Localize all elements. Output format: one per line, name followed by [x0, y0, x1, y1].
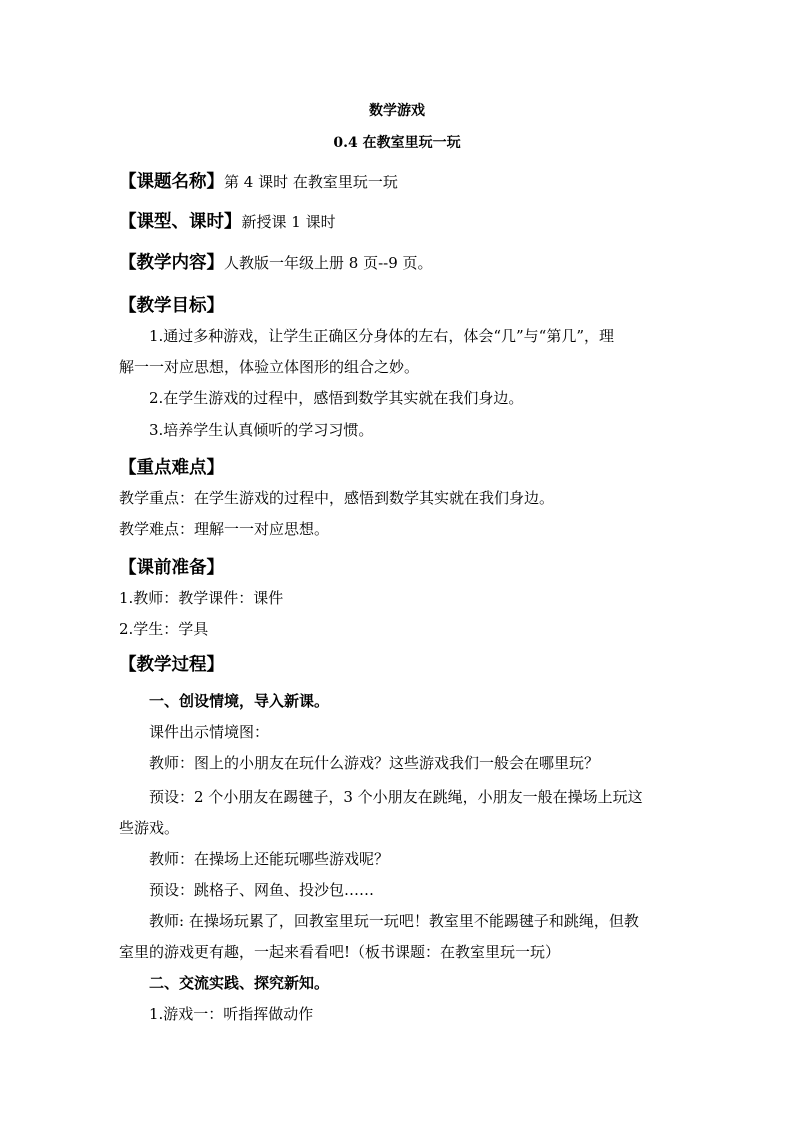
process-line: 教师：图上的小朋友在玩什么游戏？这些游戏我们一般会在哪里玩？ [149, 754, 600, 772]
process-line: 1.游戏一：听指挥做动作 [149, 1005, 314, 1023]
meta-value: 人教版一年级上册 8 页--9 页。 [224, 254, 433, 272]
key-point-line: 教学难点：理解一一对应思想。 [119, 520, 330, 538]
key-points-heading: 【重点难点】 [119, 458, 224, 478]
process-line: 课件出示情境图： [149, 723, 270, 741]
objective-line: 解一一对应思想，体验立体图形的组合之妙。 [119, 358, 420, 376]
meta-course-type [119, 210, 679, 234]
objective-line: 2.在学生游戏的过程中，感悟到数学其实就在我们身边。 [149, 389, 524, 407]
key-point-line: 教学重点：在学生游戏的过程中，感悟到数学其实就在我们身边。 [119, 489, 555, 507]
process-heading: 【教学过程】 [119, 655, 224, 675]
meta-label: 【课题名称】 [119, 172, 224, 192]
meta-value: 新授课 1 课时 [241, 213, 336, 231]
meta-value: 第 4 课时 在教室里玩一玩 [224, 173, 398, 191]
process-line: 预设：2 个小朋友在踢毽子，3 个小朋友在跳绳，小朋友一般在操场上玩这 [149, 788, 643, 806]
section-heading: 一、创设情境，导入新课。 [149, 692, 330, 710]
meta-label: 【课型、课时】 [119, 212, 242, 232]
objective-line: 1.通过多种游戏，让学生正确区分身体的左右，体会“几”与“第几”，理 [149, 327, 614, 345]
preparation-line: 1.教师：教学课件：课件 [119, 589, 284, 607]
process-line: 些游戏。 [119, 819, 180, 837]
objective-line: 3.培养学生认真倾听的学习习惯。 [149, 421, 374, 439]
process-line: 室里的游戏更有趣，一起来看看吧!（板书课题：在教室里玩一玩） [119, 943, 561, 961]
meta-content [119, 251, 679, 275]
preparation-heading: 【课前准备】 [119, 558, 224, 578]
process-line: 教师：在操场上还能玩哪些游戏呢？ [149, 850, 390, 868]
process-line: 教师: 在操场玩累了，回教室里玩一玩吧！教室里不能踢毽子和跳绳，但教 [149, 912, 639, 930]
meta-course-name [119, 170, 679, 194]
section-heading: 二、交流实践、探究新知。 [149, 974, 330, 992]
preparation-line: 2.学生：学具 [119, 620, 209, 638]
meta-label: 【教学内容】 [119, 253, 224, 273]
lesson-title: 0.4 在教室里玩一玩 [333, 135, 461, 151]
unit-title: 数学游戏 [369, 103, 425, 119]
objectives-heading: 【教学目标】 [119, 296, 224, 316]
process-line: 预设：跳格子、网鱼、投沙包…… [149, 881, 375, 899]
